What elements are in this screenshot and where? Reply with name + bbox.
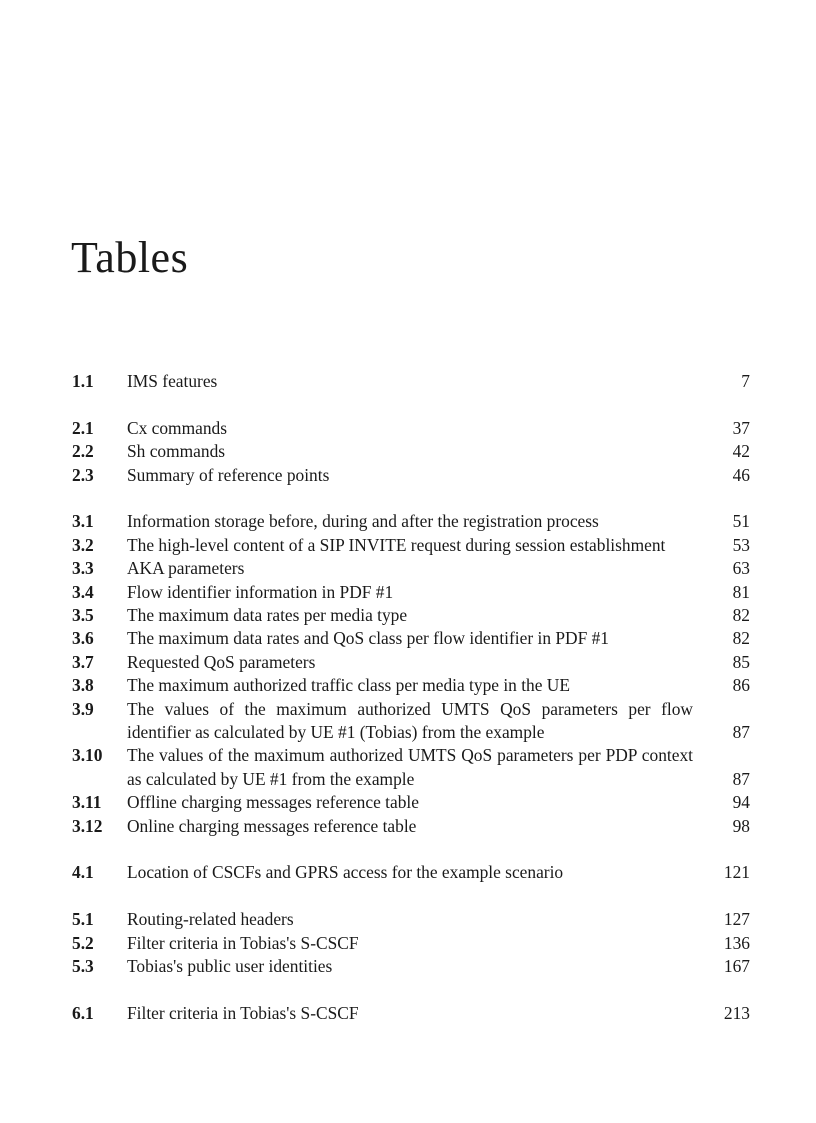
- table-number: 3.2: [72, 534, 94, 555]
- table-number: 3.8: [72, 675, 94, 696]
- table-number: 3.7: [72, 651, 94, 672]
- table-number: 2.3: [72, 464, 94, 485]
- table-entry[interactable]: [72, 955, 750, 978]
- page-number: 63: [732, 558, 750, 579]
- table-number: 3.3: [72, 558, 94, 579]
- table-number: 3.5: [72, 605, 94, 626]
- table-entry[interactable]: [72, 534, 750, 557]
- table-number: 6.1: [72, 1002, 94, 1023]
- page-number: 86: [732, 675, 750, 696]
- page-number: 87: [732, 722, 750, 743]
- table-entry[interactable]: [72, 744, 750, 791]
- table-entry[interactable]: [72, 417, 750, 440]
- table-entry[interactable]: [72, 908, 750, 931]
- table-entry[interactable]: [72, 932, 750, 955]
- table-title: The maximum data rates and QoS class per flow identifier in PDF #1: [127, 628, 610, 649]
- page-number: 46: [732, 464, 750, 485]
- page-number: 121: [723, 862, 750, 883]
- page-number: 94: [732, 792, 750, 813]
- table-title: Location of CSCFs and GPRS access for the example scenario: [127, 862, 564, 883]
- page-number: 53: [732, 534, 750, 555]
- table-title: IMS features: [127, 371, 218, 391]
- table-entry[interactable]: [72, 604, 750, 627]
- table-entry[interactable]: [72, 1002, 750, 1025]
- table-title: Flow identifier information in PDF #1: [127, 581, 394, 602]
- table-title: Online charging messages reference table: [127, 815, 417, 836]
- table-number: 4.1: [72, 862, 94, 883]
- table-number: 2.2: [72, 441, 94, 462]
- table-number: 3.12: [72, 815, 103, 836]
- table-title: The high-level content of a SIP INVITE request during session establishment: [127, 534, 666, 555]
- table-number: 3.9: [72, 698, 94, 719]
- table-number: 5.1: [72, 909, 94, 930]
- page-number: 87: [732, 768, 750, 789]
- table-entry[interactable]: [72, 861, 750, 884]
- page-number: 98: [732, 815, 750, 836]
- page-number: 81: [732, 581, 750, 602]
- table-entry[interactable]: [72, 815, 750, 838]
- page-number: 42: [732, 441, 750, 462]
- table-title: The maximum authorized traffic class per media type in the UE: [127, 675, 570, 696]
- table-entry[interactable]: [72, 651, 750, 674]
- page-title: Tables: [71, 233, 189, 282]
- table-entry[interactable]: [72, 674, 750, 697]
- chapter-group-6: [72, 1002, 750, 1025]
- table-entry[interactable]: [72, 581, 750, 604]
- table-title: Filter criteria in Tobias's S-CSCF: [127, 932, 359, 953]
- page-number: 213: [723, 1002, 750, 1023]
- table-number: 1.1: [72, 371, 94, 391]
- table-title: Offline charging messages reference table: [127, 792, 419, 813]
- table-title: Filter criteria in Tobias's S-CSCF: [127, 1002, 359, 1023]
- page-number: 127: [723, 909, 750, 930]
- chapter-group-1: [72, 370, 750, 393]
- page-number: 82: [732, 628, 750, 649]
- page-number: 7: [741, 371, 750, 391]
- table-entry[interactable]: [72, 510, 750, 533]
- table-title: The maximum data rates per media type: [127, 605, 408, 626]
- table-title: The values of the maximum authorized UMTS QoS parameters per PDP context as calculated by UE #1 from the example: [127, 745, 693, 789]
- table-number: 3.4: [72, 581, 94, 602]
- table-title: Requested QoS parameters: [127, 651, 316, 672]
- table-entry[interactable]: [72, 627, 750, 650]
- table-number: 3.11: [72, 792, 102, 813]
- table-number: 2.1: [72, 417, 94, 438]
- page-number: 85: [732, 651, 750, 672]
- table-title: Summary of reference points: [127, 464, 330, 485]
- table-number: 5.3: [72, 956, 94, 977]
- table-entry[interactable]: [72, 557, 750, 580]
- page-number: 37: [732, 417, 750, 438]
- table-title: AKA parameters: [127, 558, 245, 579]
- table-number: 3.6: [72, 628, 94, 649]
- table-title: Cx commands: [127, 417, 227, 438]
- table-number: 5.2: [72, 932, 94, 953]
- page-number: 82: [732, 605, 750, 626]
- table-number: 3.10: [72, 745, 103, 766]
- table-title: The values of the maximum authorized UMTS QoS parameters per flow identifier as calculated by UE #1 (Tobias) from the example: [127, 698, 693, 743]
- chapter-group-5: [72, 908, 750, 978]
- table-title: Sh commands: [127, 441, 226, 462]
- table-title: Information storage before, during and after the registration process: [127, 511, 599, 532]
- table-number: 3.1: [72, 511, 94, 532]
- table-entry[interactable]: [72, 791, 750, 814]
- table-title: Tobias's public user identities: [127, 956, 333, 977]
- page-number: 51: [732, 511, 750, 532]
- page-number: 136: [723, 932, 750, 953]
- chapter-group-2: [72, 417, 750, 487]
- table-list: [72, 370, 750, 1049]
- page-number: 167: [723, 956, 750, 977]
- chapter-group-3: [72, 510, 750, 838]
- table-title: Routing-related headers: [127, 909, 294, 930]
- table-entry[interactable]: [72, 464, 750, 487]
- table-entry[interactable]: [72, 698, 750, 745]
- table-entry[interactable]: [72, 440, 750, 463]
- table-entry[interactable]: [72, 370, 750, 393]
- chapter-group-4: [72, 861, 750, 884]
